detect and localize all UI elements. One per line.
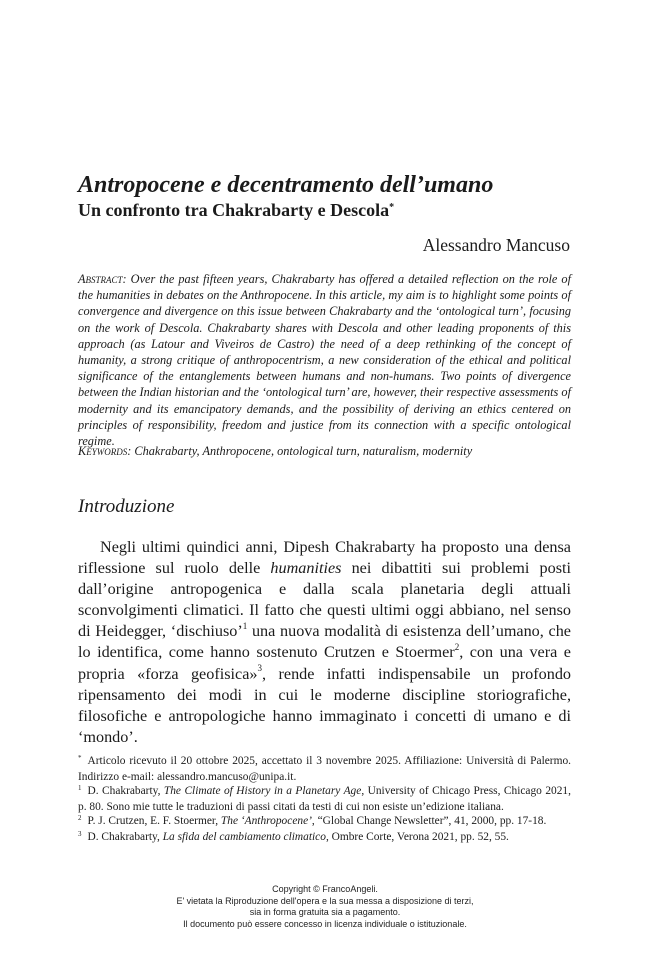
- footnote-ref-1[interactable]: 1: [242, 620, 248, 631]
- footnote-star: [78, 754, 571, 784]
- keywords-label: Keywords:: [78, 444, 132, 458]
- copyright-line: Copyright © FrancoAngeli.: [272, 884, 378, 894]
- keywords: [78, 443, 571, 459]
- article-subtitle: [78, 199, 578, 221]
- body-text-run: , rende infatti indispensabile un profondo ripensamento dei modi in cui le moderne discipline storiografiche, filosofiche e antropologiche hanno immaginato i concetti di umano e di ‘mondo’.: [78, 664, 572, 746]
- footnote-text: Articolo ricevuto il 20 ottobre 2025, accettato il 3 novembre 2025. Affiliazione: Università di Palermo. Indirizzo e-mail: alessandro.mancuso@unipa.it.: [78, 755, 571, 783]
- footnote-title: The Climate of History in a Planetary Age: [163, 785, 362, 798]
- footnote-text: P. J. Crutzen, E. F. Stoermer,: [87, 815, 221, 828]
- body-text-run: , con una vera e propria «forza geofisica»: [78, 643, 571, 683]
- footnote-mark: *: [78, 754, 82, 762]
- copyright-line: E' vietata la Riproduzione dell'opera e la sua messa a disposizione di terzi,: [176, 895, 474, 906]
- body-paragraph: [78, 537, 571, 748]
- keywords-text: Chakrabarty, Anthropocene, ontological turn, naturalism, modernity: [131, 444, 473, 458]
- footnote-ref-3[interactable]: 3: [257, 663, 262, 674]
- section-heading: Introduzione: [78, 496, 175, 517]
- footnote-1: [78, 784, 571, 814]
- footnote-mark: 2: [78, 814, 82, 823]
- body-text-run: nei dibattiti sui problemi posti dall’origine antropogenica e dalla scala planetaria degli attuali sconvolgimenti climatici. Il fatto che questi ultimi oggi abbiano, nel senso di Heidegger, ‘dischiuso’: [78, 559, 571, 641]
- footnote-text: , Ombre Corte, Verona 2021, pp. 52, 55.: [325, 830, 509, 843]
- copyright-line: Il documento può essere concesso in licenza individuale o istituzionale.: [183, 918, 467, 929]
- subtitle-footnote-mark[interactable]: *: [389, 202, 395, 213]
- footnote-title: The ‘Anthropocene’: [220, 815, 312, 828]
- footnote-text: , “Global Change Newsletter”, 41, 2000, pp. 17-18.: [311, 815, 547, 828]
- copyright-notice: [0, 884, 650, 930]
- footnote-ref-2[interactable]: 2: [454, 642, 460, 653]
- abstract: [78, 271, 571, 449]
- abstract-text: Over the past fifteen years, Chakrabarty has offered a detailed reflection on the role of the humanities in debates on the Anthropocene. In this article, my aim is to highlight some points of convergence and divergence on this issue between Chakrabarty and the ‘ontological turn’, focusing on the work of Descola. Chakrabarty shares with Descola and other leading proponents of this approach (as Latour and Viveiros de Castro) the need of a deep rethinking of the concept of humanity, a strong critique of anthropocentrism, a new consideration of the ethical and political significance of the entanglements between humans and non-humans. Two points of divergence between the Indian historian and the ‘ontological turn’ are, however, their respective assessments of modernity and its emancipatory demands, and the possibility of deriving an ethics centered on principles of responsibility, freedom and justice from its connection with a specific ontological regime.: [78, 272, 571, 449]
- footnote-text: D. Chakrabarty,: [87, 785, 164, 798]
- footnote-2: [78, 814, 571, 830]
- footnote-title: La sfida del cambiamento climatico: [162, 830, 326, 843]
- footnote-3: [78, 830, 571, 846]
- body-emphasis: humanities: [270, 559, 342, 578]
- article-title: Antropocene e decentramento dell’umano: [78, 172, 494, 198]
- author-name: Alessandro Mancuso: [422, 235, 570, 255]
- body-text-run: una nuova modalità di esistenza dell’umano, che lo identifica, come hanno sostenuto Crutzen e Stoermer: [78, 622, 571, 662]
- body-text-run: Negli ultimi quindici anni, Dipesh Chakrabarty ha proposto una densa riflessione sul ruolo delle: [78, 538, 571, 578]
- footnote-text: D. Chakrabarty,: [87, 830, 163, 843]
- subtitle-text: Un confronto tra Chakrabarty e Descola: [78, 200, 390, 220]
- copyright-line: sia in forma gratuita sia a pagamento.: [249, 907, 401, 917]
- footnotes: [78, 754, 571, 846]
- footnote-mark: 1: [78, 784, 82, 793]
- footnote-mark: 3: [78, 829, 82, 838]
- footnote-text: , University of Chicago Press, Chicago 2021, p. 80. Sono mie tutte le traduzioni di passi citati da testi di cui non esiste un’edizione italiana.: [78, 785, 571, 813]
- abstract-label: Abstract:: [78, 272, 127, 286]
